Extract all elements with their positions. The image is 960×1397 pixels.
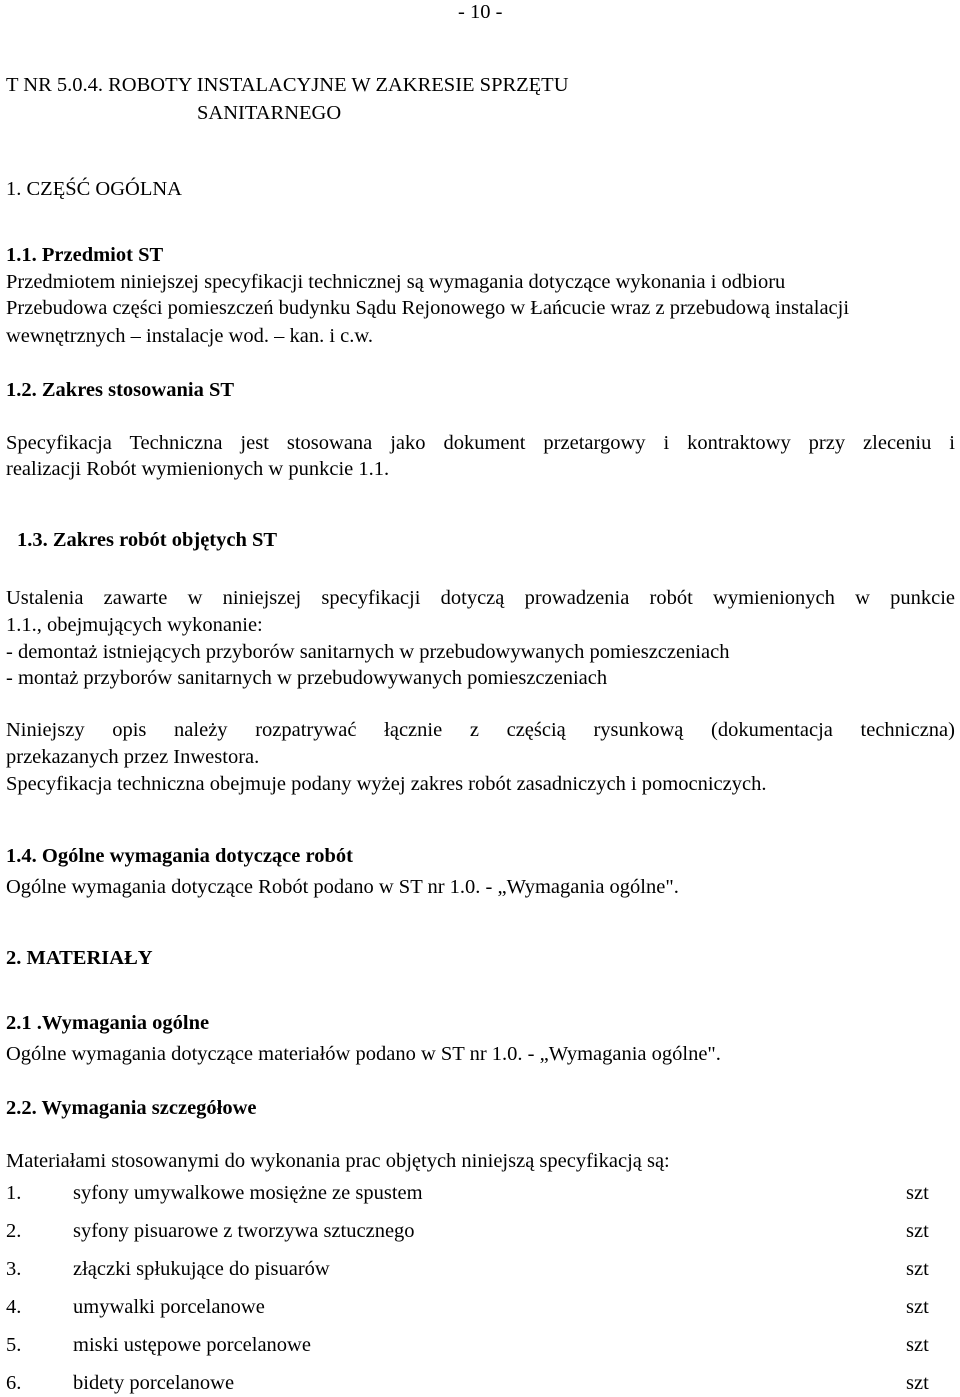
- material-number: 1.: [6, 1182, 22, 1204]
- material-number: 2.: [6, 1220, 22, 1242]
- subsection-heading: 1.2. Zakres stosowania ST: [6, 379, 235, 401]
- paragraph-line: Specyfikacja Techniczna jest stosowana jako dokument przetargowy i kontraktowy przy zleceniu i: [6, 432, 955, 454]
- material-unit: szt: [906, 1258, 929, 1280]
- subsection-heading: 2.1 .Wymagania ogólne: [6, 1012, 210, 1034]
- paragraph-line: Niniejszy opis należy rozpatrywać łącznie z częścią rysunkową (dokumentacja techniczna): [6, 719, 955, 741]
- material-number: 3.: [6, 1258, 22, 1280]
- material-row: [0, 1259, 960, 1283]
- material-row: [0, 1221, 960, 1245]
- paragraph-line: Przedmiotem niniejszej specyfikacji technicznej są wymagania dotyczące wykonania i odbioru: [6, 271, 786, 293]
- material-unit: szt: [906, 1182, 929, 1204]
- material-unit: szt: [906, 1220, 929, 1242]
- list-item: - demontaż istniejących przyborów sanitarnych w przebudowywanych pomieszczeniach: [6, 641, 730, 663]
- list-item: - montaż przyborów sanitarnych w przebudowywanych pomieszczeniach: [6, 667, 608, 689]
- material-name: bidety porcelanowe: [73, 1372, 235, 1394]
- material-name: syfony umywalkowe mosiężne ze spustem: [73, 1182, 423, 1204]
- material-row: [0, 1373, 960, 1397]
- material-number: 4.: [6, 1296, 22, 1318]
- page-number: - 10 -: [458, 1, 503, 23]
- paragraph-line: Ustalenia zawarte w niniejszej specyfikacji dotyczą prowadzenia robót wymienionych w punkcie: [6, 587, 955, 609]
- paragraph-line: realizacji Robót wymienionych w punkcie 1.1.: [6, 458, 390, 480]
- subsection-heading: 1.3. Zakres robót objętych ST: [17, 529, 278, 551]
- material-row: [0, 1183, 960, 1207]
- material-name: złączki spłukujące do pisuarów: [73, 1258, 330, 1280]
- paragraph-line: Ogólne wymagania dotyczące materiałów podano w ST nr 1.0. - „Wymagania ogólne".: [6, 1043, 721, 1065]
- material-unit: szt: [906, 1372, 929, 1394]
- material-unit: szt: [906, 1296, 929, 1318]
- subsection-heading: 1.1. Przedmiot ST: [6, 244, 164, 266]
- material-row: [0, 1297, 960, 1321]
- subsection-heading: 2.2. Wymagania szczegółowe: [6, 1097, 257, 1119]
- material-unit: szt: [906, 1334, 929, 1356]
- paragraph-line: Materiałami stosowanymi do wykonania prac objętych niniejszą specyfikacją są:: [6, 1150, 670, 1172]
- section-heading: 1. CZĘŚĆ OGÓLNA: [6, 178, 182, 200]
- material-name: miski ustępowe porcelanowe: [73, 1334, 311, 1356]
- document-title: T NR 5.0.4. ROBOTY INSTALACYJNE W ZAKRESIE SPRZĘTU: [6, 74, 569, 96]
- material-number: 6.: [6, 1372, 22, 1394]
- paragraph-line: Specyfikacja techniczna obejmuje podany wyżej zakres robót zasadniczych i pomocniczych.: [6, 773, 767, 795]
- material-name: umywalki porcelanowe: [73, 1296, 265, 1318]
- material-number: 5.: [6, 1334, 22, 1356]
- paragraph-line: przekazanych przez Inwestora.: [6, 746, 260, 768]
- material-row: [0, 1335, 960, 1359]
- paragraph-line: Ogólne wymagania dotyczące Robót podano w ST nr 1.0. - „Wymagania ogólne".: [6, 876, 679, 898]
- paragraph-line: Przebudowa części pomieszczeń budynku Sądu Rejonowego w Łańcucie wraz z przebudową instalacji: [6, 297, 850, 319]
- document-title-continued: SANITARNEGO: [197, 102, 342, 124]
- paragraph-line: 1.1., obejmujących wykonanie:: [6, 614, 263, 636]
- paragraph-line: wewnętrznych – instalacje wod. – kan. i c.w.: [6, 325, 373, 347]
- material-name: syfony pisuarowe z tworzywa sztucznego: [73, 1220, 415, 1242]
- subsection-heading: 1.4. Ogólne wymagania dotyczące robót: [6, 845, 353, 867]
- section-heading: 2. MATERIAŁY: [6, 947, 153, 969]
